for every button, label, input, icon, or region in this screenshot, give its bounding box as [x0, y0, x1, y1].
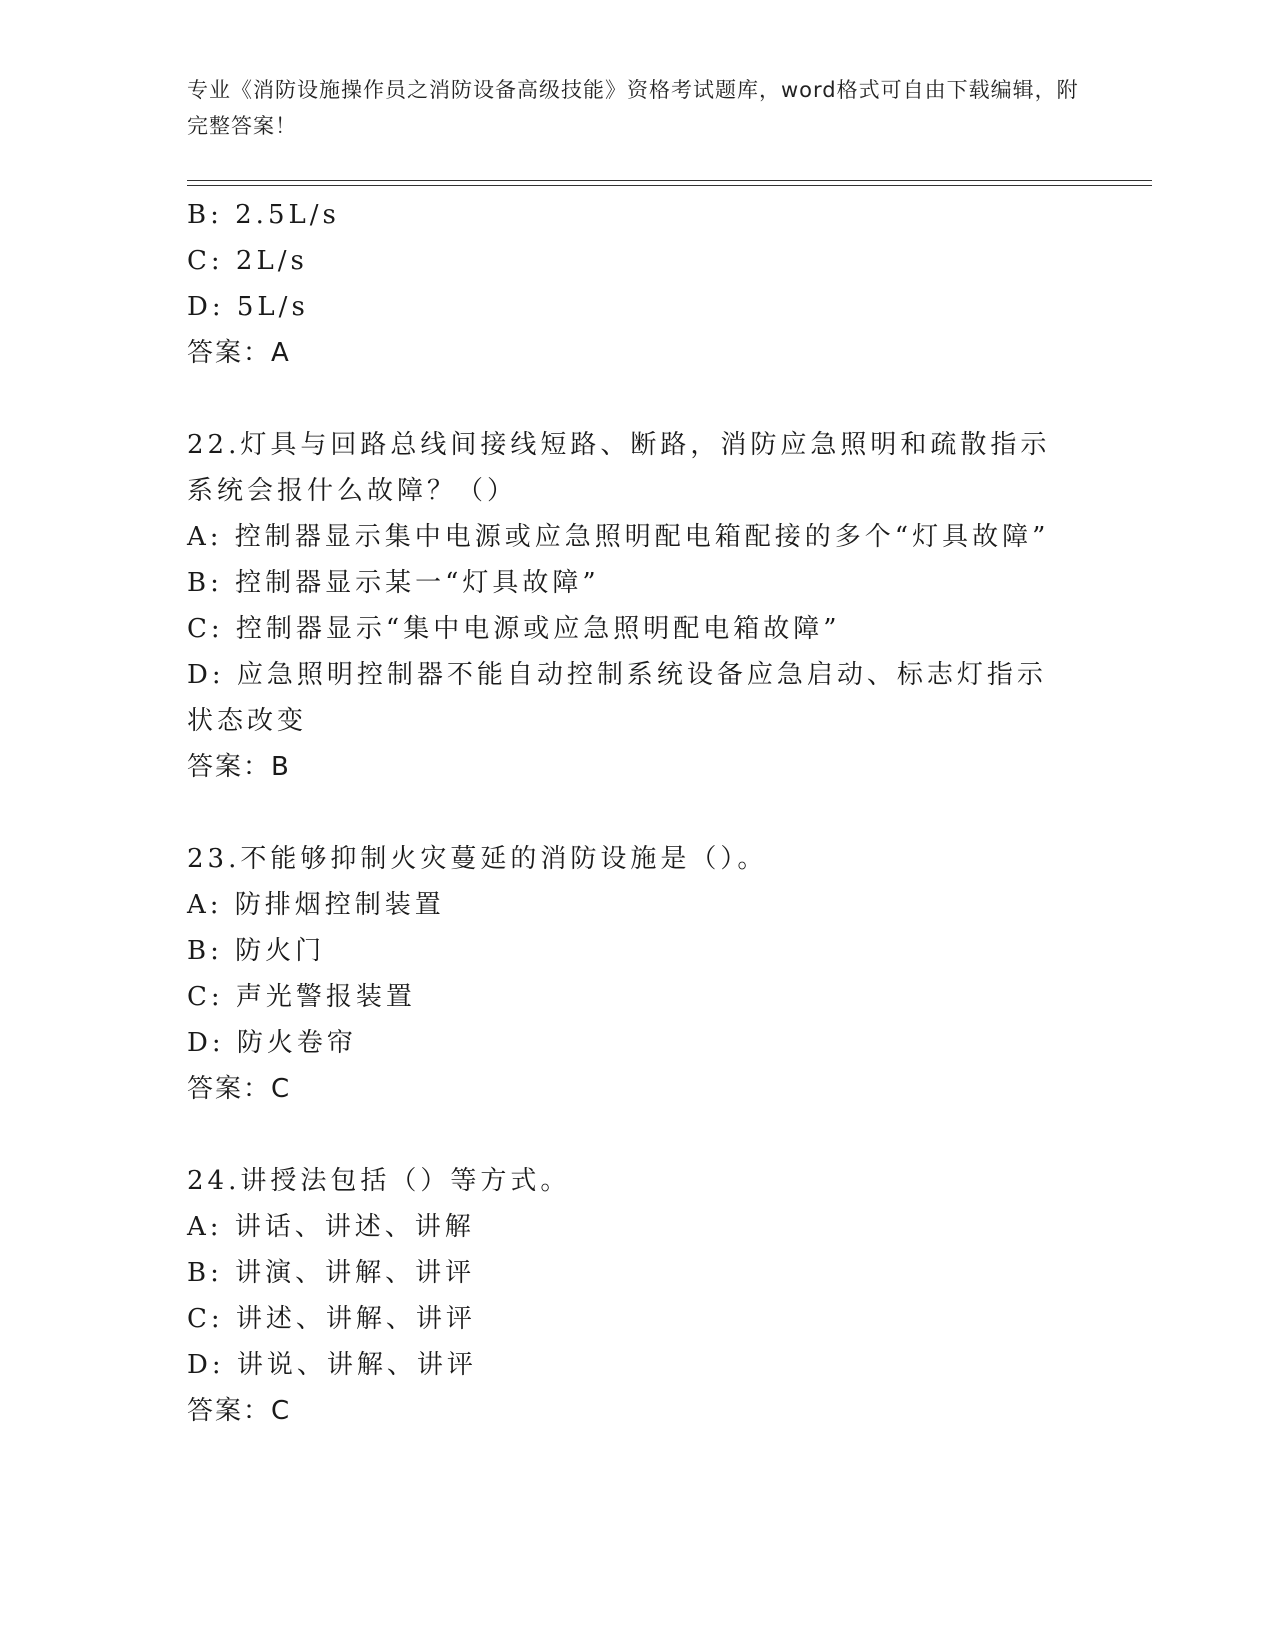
question-title: 24.讲授法包括（）等方式。	[187, 1166, 571, 1196]
header-rule-top	[187, 180, 1152, 181]
option-b: B: 控制器显示某一“灯具故障”	[187, 568, 600, 598]
question-list	[187, 192, 1087, 1434]
option-b: B: 讲演、讲解、讲评	[187, 1258, 476, 1288]
option-b: B: 2.5L/s	[187, 200, 340, 230]
option-c: C: 讲述、讲解、讲评	[187, 1304, 476, 1334]
page-header: 专业《消防设施操作员之消防设备高级技能》资格考试题库，word格式可自由下载编辑，附完整答案！	[187, 78, 1079, 138]
option-a: A: 防排烟控制装置	[187, 890, 445, 920]
option-d: D: 应急照明控制器不能自动控制系统设备应急启动、标志灯指示状态改变	[187, 660, 1047, 736]
option-a: A: 讲话、讲述、讲解	[187, 1212, 475, 1242]
option-c: C: 控制器显示“集中电源或应急照明配电箱故障”	[187, 614, 841, 644]
option-d: D: 讲说、讲解、讲评	[187, 1350, 477, 1380]
answer: 答案：C	[187, 1074, 292, 1104]
header-rule-bottom	[187, 185, 1152, 186]
question-title: 22.灯具与回路总线间接线短路、断路，消防应急照明和疏散指示系统会报什么故障？（）	[187, 430, 1051, 506]
question-23	[187, 836, 1087, 1112]
option-d: D: 防火卷帘	[187, 1028, 357, 1058]
answer: 答案：A	[187, 338, 291, 368]
option-a: A: 控制器显示集中电源或应急照明配电箱配接的多个“灯具故障”	[187, 522, 1050, 552]
option-c: C: 2L/s	[187, 246, 308, 276]
option-d: D: 5L/s	[187, 292, 309, 322]
option-c: C: 声光警报装置	[187, 982, 416, 1012]
question-title: 23.不能够抑制火灾蔓延的消防设施是（）。	[187, 844, 768, 874]
question-21-tail	[187, 192, 1087, 376]
answer: 答案：C	[187, 1396, 292, 1426]
question-24	[187, 1158, 1087, 1434]
answer: 答案：B	[187, 752, 291, 782]
question-22	[187, 422, 1087, 790]
option-b: B: 防火门	[187, 936, 326, 966]
